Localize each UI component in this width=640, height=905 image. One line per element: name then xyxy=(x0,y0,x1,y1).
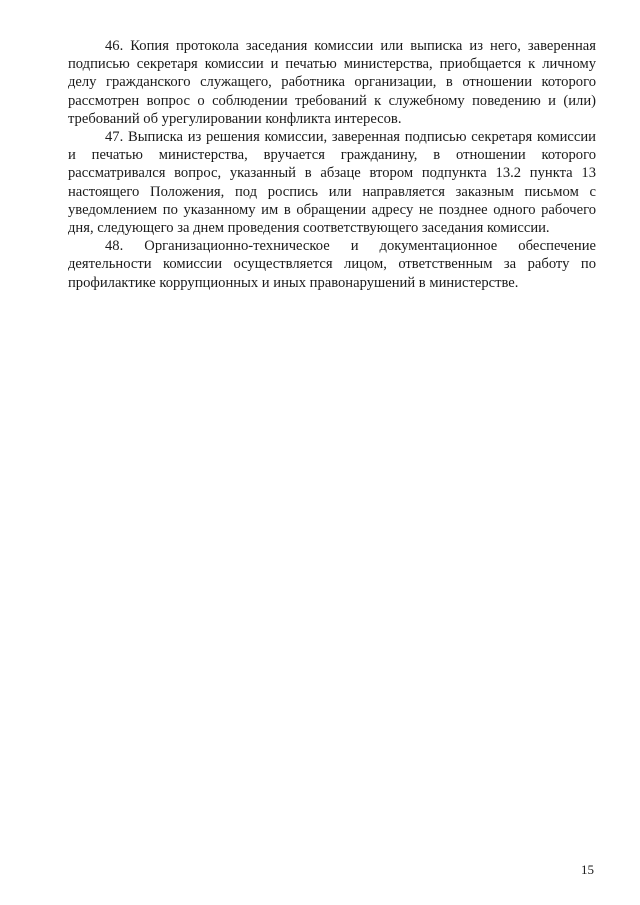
paragraph-48 xyxy=(68,237,596,292)
paragraph-number: 48. xyxy=(105,238,124,255)
paragraph-number: 46. xyxy=(105,38,124,54)
paragraph-46 xyxy=(68,37,596,128)
page-number: 15 xyxy=(581,862,594,877)
paragraph-text: Выписка из решения комиссии, заверенная подписью секретаря комиссии и печатью министерства, вручается гражданину, в отношении которого рассматривался вопрос, указанный в абзаце втором подпункта 13.2 пункта 13 настоящего Положения, под роспись или направляется заказным письмом с уведомлением по указанному им в обращении адресу не позднее одного рабочего дня, следующего за днем проведения соответствующего заседания комиссии. xyxy=(68,129,596,237)
document-body xyxy=(68,37,596,292)
paragraph-text: Копия протокола заседания комиссии или выписка из него, заверенная подписью секретаря комиссии и печатью министерства, приобщается к личному делу гражданского служащего, работника организации, в отношении которого рассмотрен вопрос о соблюдении требований к служебному поведению и (или) требований об урегулировании конфликта интересов. xyxy=(68,38,596,127)
paragraph-47 xyxy=(68,128,596,237)
paragraph-text: Организационно-техническое и документационное обеспечение деятельности комиссии осуществляется лицом, ответственным за работу по профилактике коррупционных и иных правонарушений в министерстве. xyxy=(68,238,596,291)
paragraph-number: 47. xyxy=(105,129,124,146)
